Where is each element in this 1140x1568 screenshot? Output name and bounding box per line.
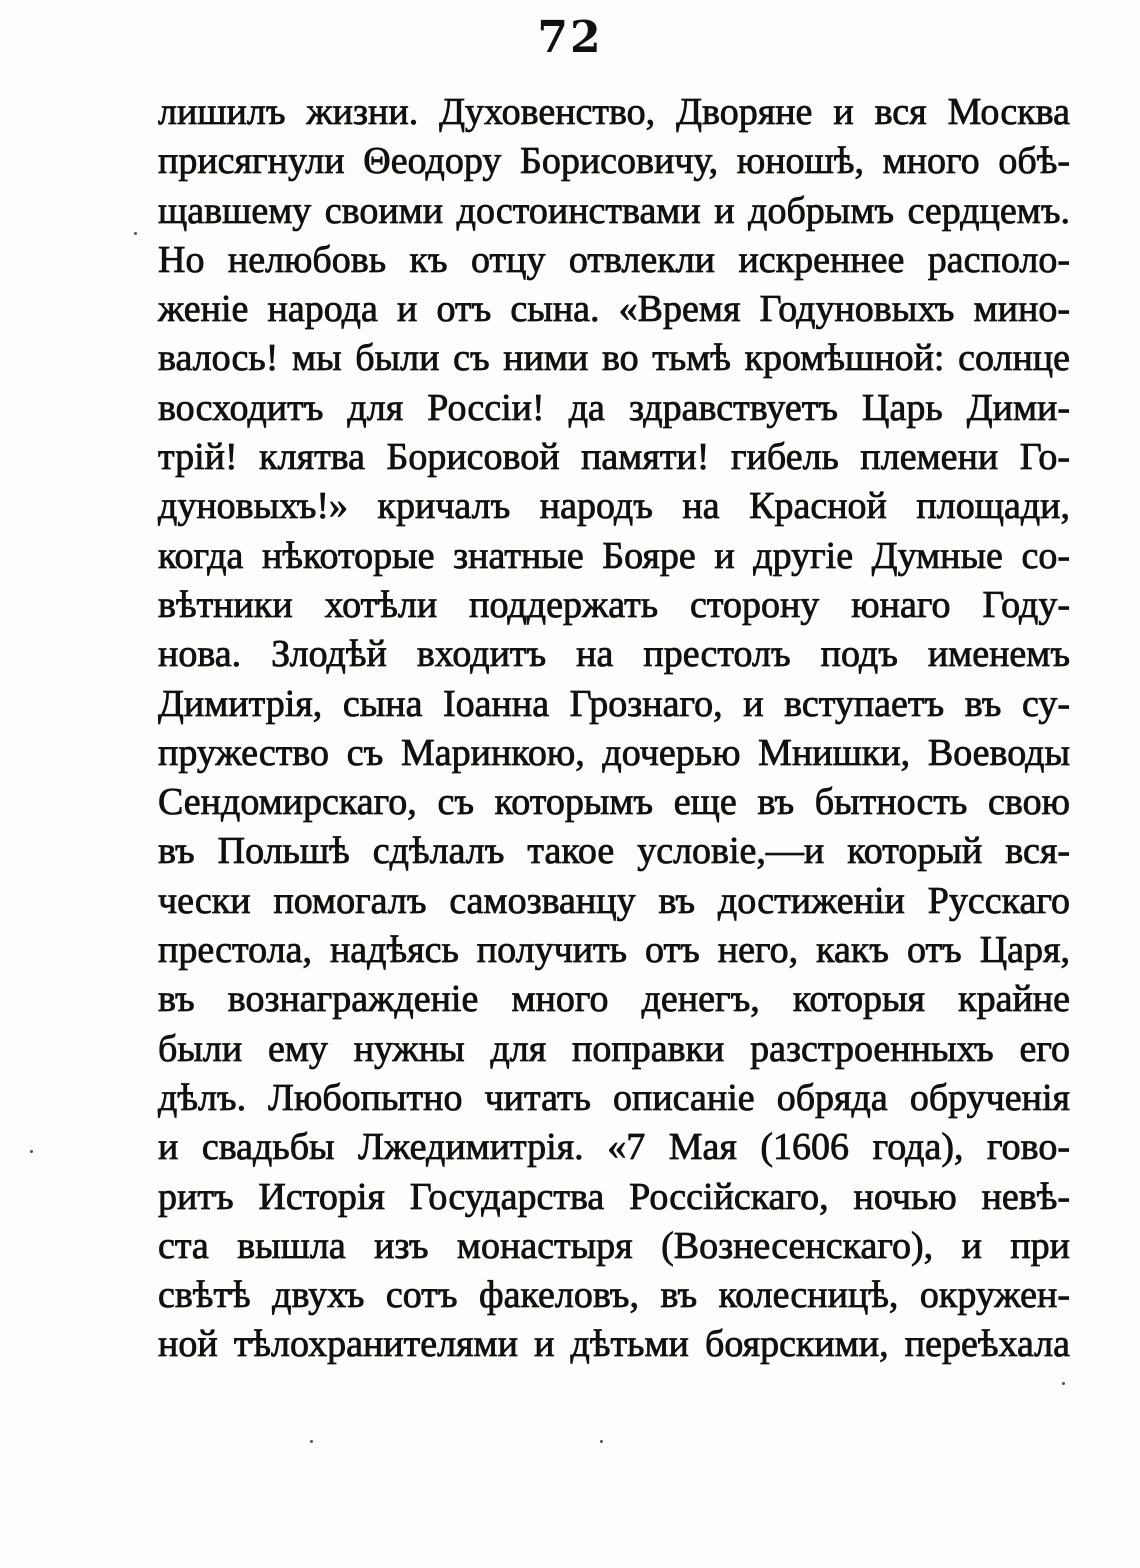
text-line: вѣтники хотѣли поддержать сторону юнаго Году-: [158, 583, 1070, 626]
page-number: 72: [537, 12, 603, 63]
text-line: пружество съ Маринкою, дочерью Мнишки, Воеводы: [158, 731, 1070, 774]
body-text: [158, 88, 1070, 1370]
text-line: дуновыхъ!» кричалъ народъ на Красной площади,: [158, 485, 1070, 528]
paper-speck: [600, 1440, 603, 1443]
text-line: въ вознагражденіе много денегъ, которыя крайне: [158, 978, 1070, 1021]
text-line: лишилъ жизни. Духовенство, Дворяне и вся Москва: [158, 91, 1070, 133]
text-line: и свадьбы Лжедимитрія. «7 Мая (1606 года), гово-: [158, 1126, 1070, 1169]
text-line: когда нѣкоторые знатные Бояре и другіе Думные со-: [158, 534, 1070, 577]
text-line: Димитрія, сына Іоанна Грознаго, и вступаетъ въ су-: [158, 682, 1070, 725]
text-line: восходитъ для Россіи! да здравствуетъ Царь Дими-: [158, 386, 1070, 429]
text-line: престола, надѣясь получить отъ него, какъ отъ Царя,: [158, 929, 1070, 972]
text-line: трій! клятва Борисовой памяти! гибель племени Го-: [158, 436, 1070, 479]
text-line: ритъ Исторія Государства Россійскаго, ночью невѣ-: [158, 1175, 1070, 1218]
text-line: въ Польшѣ сдѣлалъ такое условіе,—и который вся-: [158, 830, 1070, 873]
paper-speck: [310, 1440, 313, 1443]
text-line: щавшему своими достоинствами и добрымъ сердцемъ.: [158, 189, 1070, 232]
text-line: свѣтѣ двухъ сотъ факеловъ, въ колесницѣ, окружен-: [158, 1274, 1070, 1317]
text-line: женіе народа и отъ сына. «Время Годуновыхъ мино-: [158, 288, 1070, 331]
text-line: были ему нужны для поправки разстроенныхъ его: [158, 1027, 1070, 1070]
text-line: Сендомирскаго, съ которымъ еще въ бытность свою: [158, 781, 1070, 824]
text-line: дѣлъ. Любопытно читать описаніе обряда обрученія: [158, 1076, 1070, 1119]
paper-speck: [30, 1150, 33, 1153]
text-line: валось! мы были съ ними во тьмѣ кромѣшной: солнце: [158, 337, 1070, 380]
text-line: нова. Злодѣй входитъ на престолъ подъ именемъ: [158, 633, 1070, 676]
text-line: ста вышла изъ монастыря (Вознесенскаго), и при: [158, 1224, 1070, 1267]
paper-speck: [134, 232, 137, 235]
text-line: чески помогалъ самозванцу въ достиженіи Русскаго: [158, 879, 1070, 922]
text-line: присягнули Θеодору Борисовичу, юношѣ, много обѣ-: [158, 140, 1070, 183]
paper-speck: [1062, 1382, 1065, 1385]
text-line: Но нелюбовь къ отцу отвлекли искреннее располо-: [158, 238, 1070, 281]
text-line: ной тѣлохранителями и дѣтьми боярскими, переѣхала: [158, 1323, 1070, 1366]
